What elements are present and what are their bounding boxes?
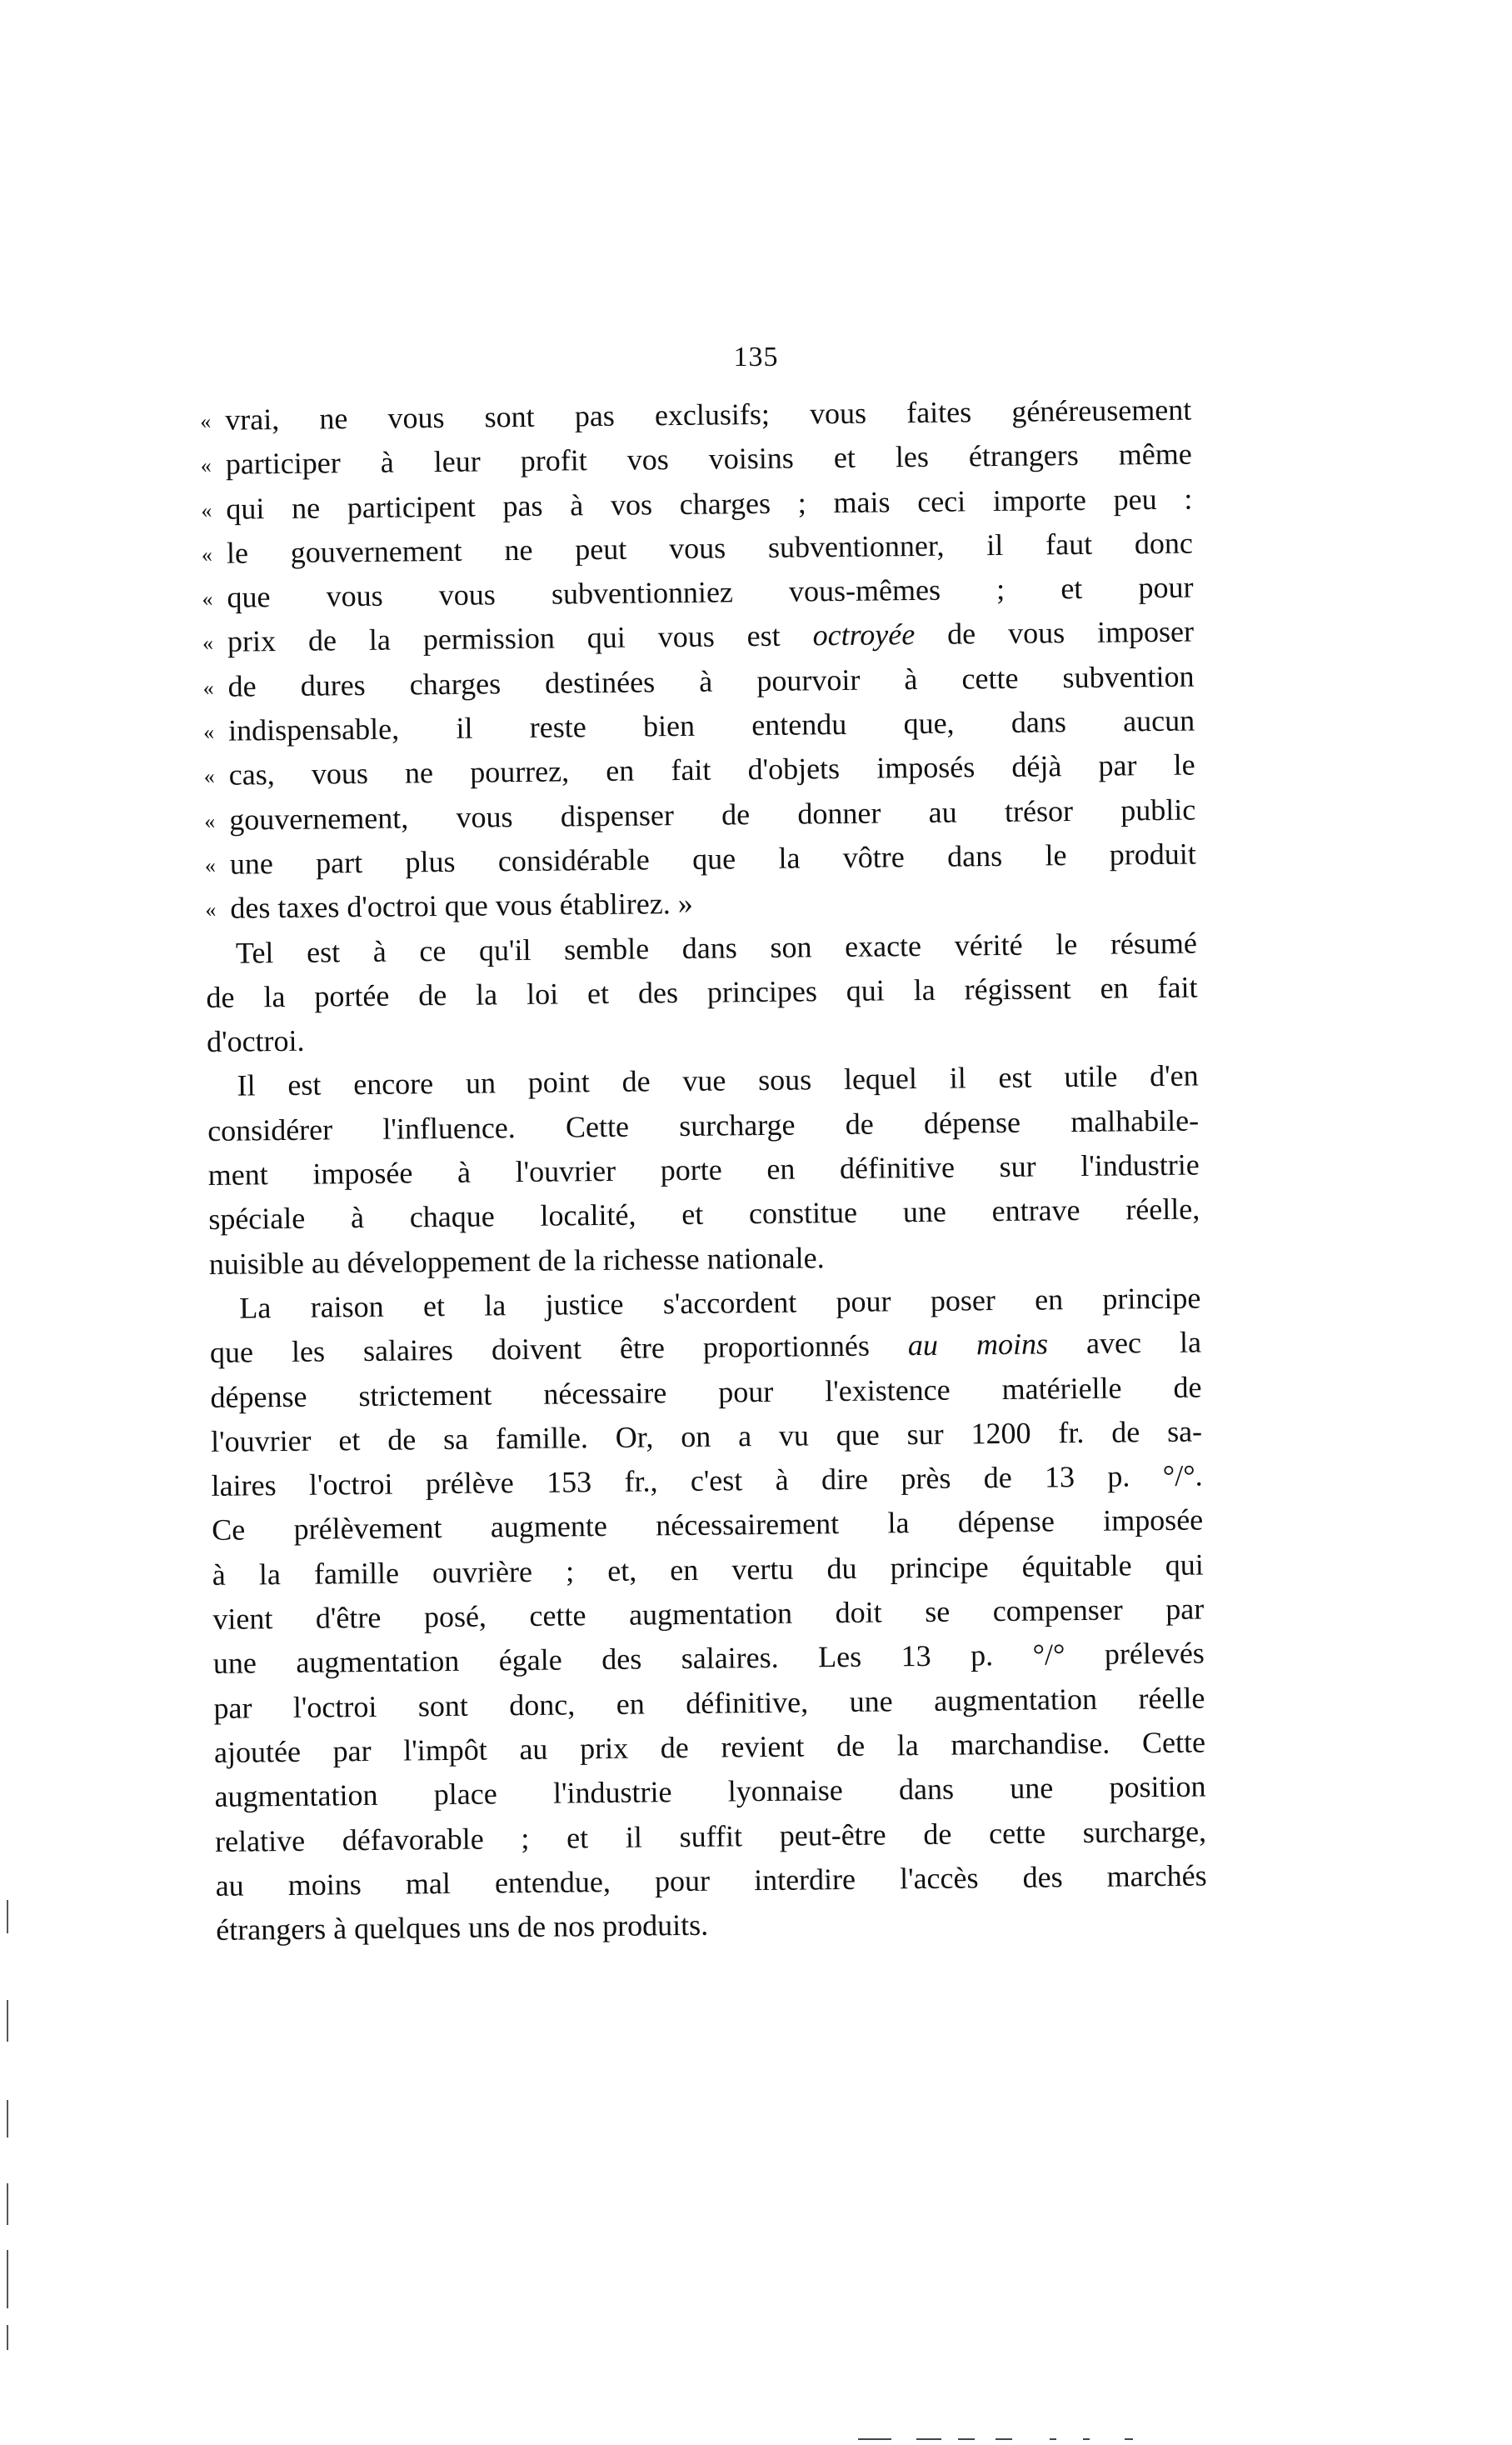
italic-octroyee: octroyée <box>812 618 916 652</box>
scan-mark <box>1083 2438 1090 2440</box>
quoted-line: « prix de la permission qui vous est octroyée de vous imposer <box>202 610 1194 665</box>
guillemet: « <box>202 631 214 656</box>
guillemet: « <box>201 542 213 567</box>
paragraph-line: nuisible au développement de la richesse nationale. <box>208 1240 825 1281</box>
paragraph-line: ajoutée par l'impôt au prix de revient de la marchandise. Cette <box>213 1725 1206 1769</box>
scan-mark <box>858 2438 891 2440</box>
paragraph-wages <box>209 1276 1207 1952</box>
paragraph-summary <box>206 921 1199 1064</box>
quoted-line: « participer à leur profit vos voisins et les étrangers même <box>201 432 1192 488</box>
paragraph-line: considérer l'influence. Cette surcharge de dépense malhabile- <box>207 1103 1200 1148</box>
paragraph-line: La raison et la justice s'accordent pour poser en principe <box>239 1281 1201 1325</box>
guillemet: « <box>203 764 215 789</box>
page-number: 135 <box>733 342 779 372</box>
paragraph-line: l'ouvrier et de sa famille. Or, on a vu que sur 1200 fr. de sa- <box>210 1414 1203 1458</box>
paragraph-line: augmentation place l'industrie lyonnaise dans une position <box>214 1769 1206 1814</box>
quoted-line: « que vous vous subventionniez vous-mêmes ; et pour <box>202 566 1193 621</box>
guillemet: « <box>202 675 214 700</box>
paragraph-line: par l'octroi sont donc, en définitive, une augmentation réelle <box>213 1681 1205 1725</box>
paragraph-line: spéciale à chaque localité, et constitue une entrave réelle, <box>208 1192 1200 1237</box>
guillemet: « <box>200 408 212 433</box>
quoted-line: « cas, vous ne pourrez, en fait d'objets imposés déjà par le <box>203 743 1195 798</box>
paragraph-line: Il est encore un point de vue sous lequel il est utile d'en <box>237 1058 1199 1103</box>
quoted-line: « de dures charges destinées à pourvoir à cette subvention <box>202 654 1194 709</box>
scan-mark <box>7 2325 8 2350</box>
paragraph-line: étrangers à quelques uns de nos produits. <box>216 1908 709 1947</box>
guillemet: « <box>200 453 212 478</box>
scan-bottom-marks <box>858 2438 1258 2441</box>
scan-margin-marks <box>7 1900 9 2442</box>
paragraph-line: Tel est à ce qu'il semble dans son exacte vérité le résumé <box>235 926 1198 970</box>
guillemet: « <box>203 719 215 745</box>
scan-mark <box>958 2438 975 2440</box>
scan-mark <box>996 2438 1012 2440</box>
paragraph-line: laires l'octroi prélève 153 fr., c'est à dire près de 13 p. °/°. <box>211 1458 1203 1503</box>
quoted-passage <box>200 388 1197 932</box>
quoted-line: « une part plus considérable que la vôtre dans le produit <box>205 832 1196 887</box>
paragraph-line: Ce prélèvement augmente nécessairement la dépense imposée <box>212 1502 1204 1548</box>
quoted-line: « le gouvernement ne peut vous subventionner, il faut donc <box>202 521 1193 576</box>
quoted-line: « vrai, ne vous sont pas exclusifs; vous faites généreusement <box>200 388 1191 443</box>
quoted-line: « des taxes d'octroi que vous établirez. » <box>205 877 1196 932</box>
guillemet: « <box>202 587 213 612</box>
paragraph-line: une augmentation égale des salaires. Les 13 p. °/° prélevés <box>212 1636 1205 1681</box>
paragraph-line: dépense strictement nécessaire pour l'existence matérielle de <box>210 1370 1202 1414</box>
paragraph-influence <box>207 1054 1200 1287</box>
scan-mark <box>7 2000 8 2042</box>
paragraph-line: relative défavorable ; et il suffit peut-être de cette surcharge, <box>214 1813 1207 1858</box>
scan-mark <box>1125 2438 1133 2440</box>
paragraph-line: que les salaires doivent être proportionnés au moins avec la <box>209 1325 1202 1370</box>
paragraph-line: de la portée de la loi et des principes qui la régissent en fait <box>206 970 1198 1014</box>
scan-mark <box>916 2438 941 2440</box>
scan-mark <box>7 2183 8 2225</box>
quoted-line: « gouvernement, vous dispenser de donner au trésor public <box>204 788 1195 842</box>
body-text <box>200 388 1207 1953</box>
italic-au-moins: au moins <box>907 1327 1049 1362</box>
quoted-line: « qui ne participent pas à vos charges ; mais ceci importe peu : <box>201 477 1192 532</box>
guillemet: « <box>204 852 217 878</box>
paragraph-line: à la famille ouvrière ; et, en vertu du principe équitable qui <box>212 1548 1204 1592</box>
scan-mark <box>7 2250 8 2308</box>
guillemet: « <box>205 898 217 922</box>
guillemet: « <box>204 808 216 833</box>
scan-mark <box>1050 2438 1056 2440</box>
paragraph-line: vient d'être posé, cette augmentation doit se compenser par <box>212 1592 1205 1636</box>
paragraph-line: ment imposée à l'ouvrier porte en définitive sur l'industrie <box>207 1148 1200 1192</box>
scan-mark <box>7 1900 8 1933</box>
paragraph-line: au moins mal entendue, pour interdire l'accès des marchés <box>215 1858 1207 1902</box>
paragraph-line: d'octroi. <box>206 1023 305 1059</box>
scan-mark <box>7 2100 8 2138</box>
quoted-line: « indispensable, il reste bien entendu que, dans aucun <box>203 699 1195 754</box>
guillemet: « <box>201 498 212 522</box>
